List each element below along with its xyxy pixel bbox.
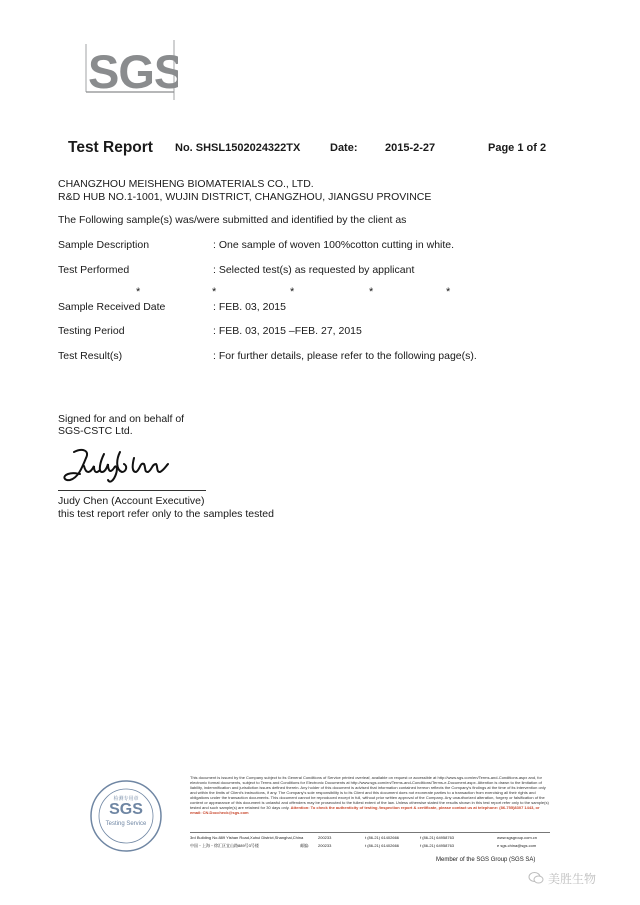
client-address: R&D HUB NO.1-1001, WUJIN DISTRICT, CHANGZHOU, JIANGSU PROVINCE [58, 191, 432, 203]
separator-star: * [369, 286, 374, 298]
separator-star: * [446, 286, 451, 298]
sample-received-label: Sample Received Date [58, 301, 166, 313]
client-name: CHANGZHOU MEISHENG BIOMATERIALS CO., LTD. [58, 178, 314, 190]
test-performed-label: Test Performed [58, 264, 130, 276]
sample-received-value: : FEB. 03, 2015 [213, 301, 286, 313]
footer-rule [190, 832, 550, 833]
attention-text: Attention: To check the authenticity of testing /inspection report & certificate, please contact us at telephone: (86-755)8307 1443, or email: CN.Doccheck@sgs.com [190, 805, 540, 815]
watermark-text: 美胜生物 [548, 872, 597, 886]
stamp-cn-label: 检测专用章 [113, 796, 139, 802]
stamp-label: Testing Service [105, 821, 147, 827]
footer-disclaimer [190, 775, 550, 815]
signed-for-text: Signed for and on behalf of [58, 413, 185, 425]
test-results-value: : For further details, please refer to the following page(s). [213, 350, 477, 362]
separator-star: * [136, 286, 141, 298]
postcode-label-cn: 邮编: [300, 843, 310, 848]
date-value: 2015-2-27 [385, 142, 436, 154]
disclaimer-text: This document is issued by the Company subject to its General Conditions of Service printed overleaf, available on request or accessible at http://www.sgs.com/en/Terms-and-Conditions.aspx and, for electronic format documents, subject to Terms and Conditions for Electronic Documents at http://www.sgs.com/en/Terms-and-Conditions/Terms-e-Document.aspx. Attention is drawn to the limitation of liability, indemnification and jurisdiction issues defined therein. Any holder of this document is advised that information contained hereon reflects the Company's findings at the time of its intervention only and within the limits of Client's instructions, if any. The Company's sole responsibility is to its Client and this document does not exonerate parties to a transaction from exercising all their rights and obligations under the transaction documents. This document cannot be reproduced except in full, without prior written approval of the Company. Any unauthorized alteration, forgery or falsification of the content or appearance of this document is unlawful and offenders may be prosecuted to the fullest extent of the law. Unless otherwise stated the results shown in this test report refer only to the sample(s) tested and such sample(s) are retained for 30 days only. [190, 775, 549, 810]
testing-period-label: Testing Period [58, 325, 125, 337]
handwritten-signature [60, 444, 170, 486]
signatory-name: Judy Chen (Account Executive) [58, 495, 205, 507]
separator-star: * [212, 286, 217, 298]
signature-line [58, 490, 206, 491]
intro-text: The Following sample(s) was/were submitted and identified by the client as [58, 214, 407, 226]
sgs-logo-text: SGS [88, 45, 178, 98]
testing-service-stamp [88, 778, 164, 854]
fax-cn: f (86-21) 64958763 [420, 843, 455, 848]
page-indicator: Page 1 of 2 [488, 142, 547, 154]
separator-star: * [290, 286, 295, 298]
report-number: No. SHSL1502024322TX [175, 142, 301, 154]
test-results-label: Test Result(s) [58, 350, 123, 362]
sample-description-value: : One sample of woven 100%cotton cutting in white. [213, 239, 455, 251]
address-en: 3rd Building No.889 Yishan Road,Xuhui District,Shanghai,China [190, 835, 304, 840]
member-text: Member of the SGS Group (SGS SA) [436, 857, 536, 863]
postcode-en: 200233 [318, 835, 332, 840]
report-title: Test Report [68, 139, 153, 156]
email-cn: e sgs.china@sgs.com [497, 843, 537, 848]
tel-en: t (86-21) 61402666 [365, 835, 400, 840]
address-cn: 中国・上海・徐汇区宜山路889号3号楼 [190, 843, 259, 848]
web-en: www.sgsgroup.com.cn [497, 835, 538, 840]
sgs-logo [82, 38, 178, 102]
test-performed-value: : Selected test(s) as requested by applicant [213, 264, 415, 276]
date-label: Date: [330, 142, 358, 154]
testing-period-value: : FEB. 03, 2015 –FEB. 27, 2015 [213, 325, 362, 337]
tel-cn: t (86-21) 61402666 [365, 843, 400, 848]
stamp-logo: SGS [109, 801, 143, 818]
signatory-org: SGS-CSTC Ltd. [58, 425, 133, 437]
fax-en: f (86-21) 64958763 [420, 835, 455, 840]
wechat-icon [528, 871, 544, 885]
postcode-cn: 200233 [318, 843, 332, 848]
sample-description-label: Sample Description [58, 239, 150, 251]
report-note: this test report refer only to the samples tested [58, 508, 274, 520]
